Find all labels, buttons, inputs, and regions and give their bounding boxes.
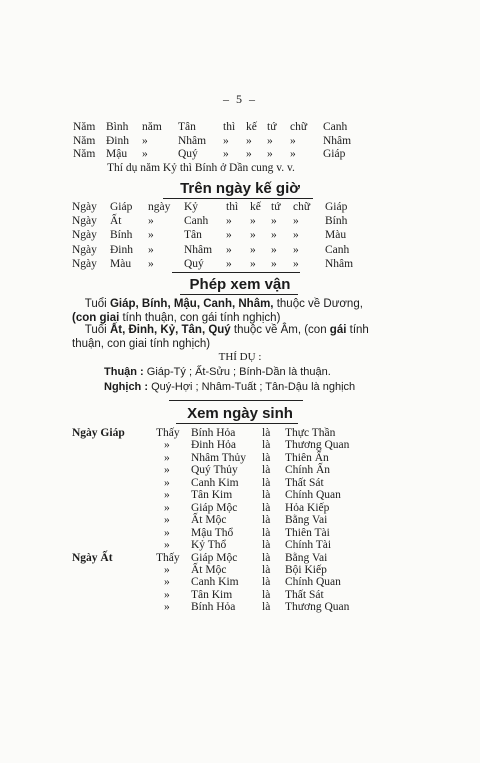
top-table-cell: » (267, 148, 273, 160)
section3-cell: Bính Hỏa (191, 601, 236, 614)
section3-cell: là (262, 476, 271, 489)
section1-cell: chữ (293, 201, 311, 213)
section3-cell: Nhâm Thủy (191, 451, 247, 464)
section3-cell: là (262, 551, 271, 564)
section3-cell: Thấy (156, 427, 180, 439)
section3-cell: Thất Sát (285, 588, 324, 601)
section3-cell: » (164, 601, 170, 614)
top-table-cell: Năm (73, 121, 96, 133)
top-table-cell: » (290, 134, 296, 147)
section1-cell: Bính (325, 215, 348, 228)
example-nghich: Nghịch : Quý-Hợi ; Nhâm-Tuất ; Tân-Dậu là nghịch (104, 381, 356, 393)
section1-cell: Canh (325, 243, 350, 256)
section1-cell: Giáp (325, 201, 348, 213)
section2-rule (180, 294, 298, 295)
top-table-cell: Mậu (106, 148, 128, 160)
section3-cell: là (262, 563, 271, 576)
section3-cell: Ất Mộc (191, 514, 227, 527)
section1-cell: Quý (184, 257, 204, 270)
section1-cell: tứ (271, 201, 281, 213)
section3-cell: Chính Ấn (285, 464, 331, 477)
section3-cell: Thương Quan (285, 601, 350, 614)
section3-cell: Chính Tài (285, 539, 332, 552)
section3-cell: là (262, 427, 271, 439)
section1-cell: Ngày (72, 257, 97, 270)
section1-cell: » (271, 243, 277, 256)
section3-cell: » (164, 576, 170, 589)
top-table-cell: Năm (73, 148, 96, 160)
section3-cell: Ất Mộc (191, 563, 227, 576)
top-table-cell: » (223, 148, 229, 160)
section3-cell: là (262, 588, 271, 601)
top-table-cell: Giáp (323, 148, 346, 160)
section3-cell: » (164, 514, 170, 527)
top-table-cell: Quý (178, 148, 198, 160)
section3-cell: là (262, 489, 271, 502)
top-table-cell: Bình (106, 121, 129, 133)
top-table-cell: thì (223, 121, 236, 133)
section1-cell: Màu (325, 229, 347, 242)
section1-cell: » (148, 257, 154, 270)
section3-cell: Giáp Mộc (191, 501, 238, 514)
section1-cell: » (250, 215, 256, 228)
top-table-cell: Canh (323, 121, 348, 133)
section1-cell: » (148, 215, 154, 228)
section3-cell: » (164, 439, 170, 452)
section1-cell: » (293, 229, 299, 242)
section3-cell: Bính Hỏa (191, 427, 236, 439)
section1-cell: » (226, 257, 232, 270)
top-table-cell: Năm (73, 134, 96, 147)
section1-cell: » (226, 243, 232, 256)
top-table-cell: Đinh (106, 134, 129, 147)
section3-cell: Đinh Hỏa (191, 439, 237, 452)
section1-cell: » (293, 243, 299, 256)
section3-cell: là (262, 576, 271, 589)
section1-cell: kế (250, 201, 261, 213)
example-thuan: Thuận : Giáp-Tý ; Ất-Sửu ; Bính-Dần là thuận. (104, 366, 331, 378)
section1-cell: Ngày (72, 201, 97, 213)
section3-cell: là (262, 464, 271, 477)
example-label: THÍ DỤ : (218, 351, 262, 363)
section3-cell: là (262, 501, 271, 514)
section3-cell: » (164, 563, 170, 576)
section1-cell: » (271, 215, 277, 228)
section1-cell: » (271, 257, 277, 270)
top-table-cell: tứ (267, 121, 277, 133)
section1-cell: » (226, 229, 232, 242)
section3-cell: Thực Thần (285, 427, 336, 439)
section1-cell: » (250, 229, 256, 242)
section3-cell: Bằng Vai (285, 551, 328, 564)
section2-paragraph-1: Tuổi Giáp, Bính, Mậu, Canh, Nhâm, thuộc về Dương, (con giai tính thuận, con gái tính nghịch) (72, 298, 363, 324)
section3-cell: Thất Sát (285, 476, 324, 489)
top-table-note: Thí dụ năm Kỷ thì Bính ở Dần cung v. v. (107, 162, 295, 174)
section3-cell: Kỷ Thổ (191, 539, 227, 552)
section1-cell: » (250, 243, 256, 256)
page-number: – 5 – (223, 92, 257, 106)
section2-bottom-rule (169, 400, 303, 401)
section1-cell: » (293, 257, 299, 270)
section3-cell: Canh Kim (191, 476, 239, 489)
top-table-cell: » (267, 134, 273, 147)
section1-cell: » (148, 243, 154, 256)
section3-cell: là (262, 514, 271, 527)
group-label: Ngày Ất (72, 551, 113, 564)
section1-cell: Tân (184, 229, 202, 242)
top-table-cell: » (290, 148, 296, 160)
top-table-cell: Tân (178, 121, 196, 133)
top-table-cell: Nhâm (323, 134, 352, 147)
top-table-cell: chữ (290, 121, 308, 133)
top-table-cell: » (142, 148, 148, 160)
section1-cell: Kỷ (184, 201, 199, 213)
section1-cell: Màu (110, 257, 132, 270)
section3-cell: Canh Kim (191, 576, 239, 589)
section1-cell: thì (226, 201, 239, 213)
section3-cell: Tân Kim (191, 588, 233, 601)
section1-bottom-rule (172, 272, 300, 273)
section3-cell: là (262, 439, 271, 452)
section1-cell: » (148, 229, 154, 242)
section3-cell: » (164, 489, 170, 502)
section1-cell: » (271, 229, 277, 242)
section3-cell: » (164, 539, 170, 552)
section3-cell: Giáp Mộc (191, 551, 238, 564)
section1-rule (163, 198, 313, 199)
section3-cell: là (262, 601, 271, 614)
section1-cell: Canh (184, 215, 209, 228)
section3-cell: là (262, 539, 271, 552)
section1-cell: Nhâm (325, 257, 354, 270)
section1-title: Trên ngày kế giờ (180, 180, 300, 197)
top-table-cell: » (246, 134, 252, 147)
section1-cell: » (250, 257, 256, 270)
section3-cell: » (164, 526, 170, 539)
section1-cell: Đinh (110, 243, 133, 256)
section1-cell: Ất (110, 215, 122, 228)
section2-title: Phép xem vận (189, 276, 291, 293)
section3-cell: » (164, 501, 170, 514)
top-table-cell: kế (246, 121, 257, 133)
top-table-cell: » (142, 134, 148, 147)
top-table-cell: » (246, 148, 252, 160)
section3-cell: Tân Kim (191, 489, 233, 502)
section3-cell: là (262, 451, 271, 464)
section1-cell: Nhâm (184, 243, 213, 256)
top-table-cell: năm (142, 121, 162, 133)
section3-cell: Chính Quan (285, 489, 341, 502)
section3-title: Xem ngày sinh (187, 405, 293, 422)
section3-cell: » (164, 588, 170, 601)
section3-rule (176, 423, 298, 424)
section1-cell: Ngày (72, 243, 97, 256)
section2-paragraph-2: Tuổi Ất, Đinh, Kỷ, Tân, Quý thuộc về Âm, (con gái tính thuận, con giai tính nghịch) (72, 324, 369, 350)
section1-cell: » (293, 215, 299, 228)
section3-cell: Thiên Ấn (285, 451, 329, 464)
section1-cell: Giáp (110, 201, 133, 213)
section3-cell: » (164, 476, 170, 489)
group-label: Ngày Giáp (72, 427, 125, 439)
section3-cell: Quý Thủy (191, 464, 238, 477)
section1-cell: ngày (148, 201, 171, 213)
section3-cell: là (262, 526, 271, 539)
top-table-cell: Nhâm (178, 134, 207, 147)
section3-cell: » (164, 451, 170, 464)
section3-cell: Thương Quan (285, 439, 350, 452)
section1-cell: » (226, 215, 232, 228)
section3-cell: Mậu Thổ (191, 526, 234, 539)
section3-cell: Bội Kiếp (285, 563, 327, 576)
section1-cell: Bính (110, 229, 133, 242)
section3-cell: Bằng Vai (285, 514, 328, 527)
section1-cell: Ngày (72, 215, 97, 228)
top-table-cell: » (223, 134, 229, 147)
section3-cell: » (164, 464, 170, 477)
section3-cell: Thấy (156, 551, 180, 564)
section3-cell: Hỏa Kiếp (285, 501, 330, 514)
section3-cell: Thiên Tài (285, 526, 330, 539)
section1-cell: Ngày (72, 229, 97, 242)
section3-cell: Chính Quan (285, 576, 341, 589)
